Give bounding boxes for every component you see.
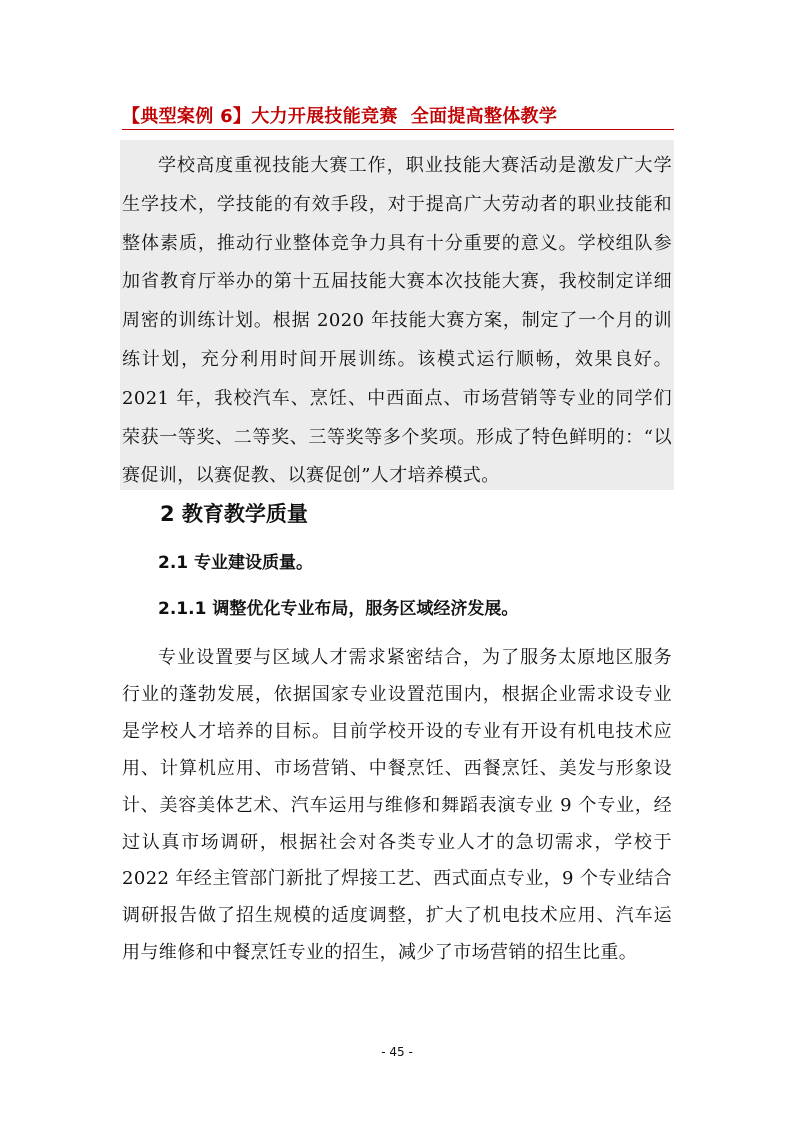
subsection-heading: 2.1 专业建设质量。 bbox=[158, 553, 314, 573]
section-heading: 2 教育教学质量 bbox=[160, 502, 308, 526]
page-number: - 45 - bbox=[381, 1045, 413, 1059]
case-heading-text: 大力开展技能竞赛 全面提高整体教学 bbox=[251, 106, 558, 127]
case-heading-close-bracket: 】 bbox=[232, 106, 252, 127]
case-study-heading bbox=[122, 104, 674, 130]
body-paragraph: 专业设置要与区域人才需求紧密结合，为了服务太原地区服务行业的蓬勃发展，依据国家专业设置范围内，根据企业需求设专业是学校人才培养的目标。目前学校开设的专业有开设有机电技术应用、计算机应用、市场营销、中餐烹饪、西餐烹饪、美发与形象设计、美容美体艺术、汽车运用与维修和舞蹈表演专业 9 个专业，经过认真市场调研，根据社会对各类专业人才的急切需求，学校于 2022 年经主管部门新批了焊接工艺、西式面点专业，9 个专业结合调研报告做了招生规模的适度调整，扩大了机电技术应用、汽车运用与维修和中餐烹饪专业的招生，减少了市场营销的招生比重。 bbox=[122, 647, 672, 964]
case-heading-label: 典型案例 6 bbox=[140, 106, 233, 127]
case-study-paragraph: 学校高度重视技能大赛工作，职业技能大赛活动是激发广大学生学技术，学技能的有效手段，对于提高广大劳动者的职业技能和整体素质，推动行业整体竞争力具有十分重要的意义。学校组队参加省教育厅举办的第十五届技能大赛本次技能大赛，我校制定详细周密的训练计划。根据 2020 年技能大赛方案，制定了一个月的训练计划，充分利用时间开展训练。该模式运行顺畅，效果良好。2021 年，我校汽车、烹饪、中西面点、市场营销等专业的同学们荣获一等奖、二等奖、三等奖等多个奖项。形成了特色鲜明的：“以赛促训，以赛促教、以赛促创”人才培养模式。 bbox=[122, 155, 672, 487]
case-heading-rule bbox=[122, 129, 674, 130]
case-heading-open-bracket: 【 bbox=[122, 106, 141, 127]
subsubsection-heading: 2.1.1 调整优化专业布局，服务区域经济发展。 bbox=[158, 599, 519, 619]
